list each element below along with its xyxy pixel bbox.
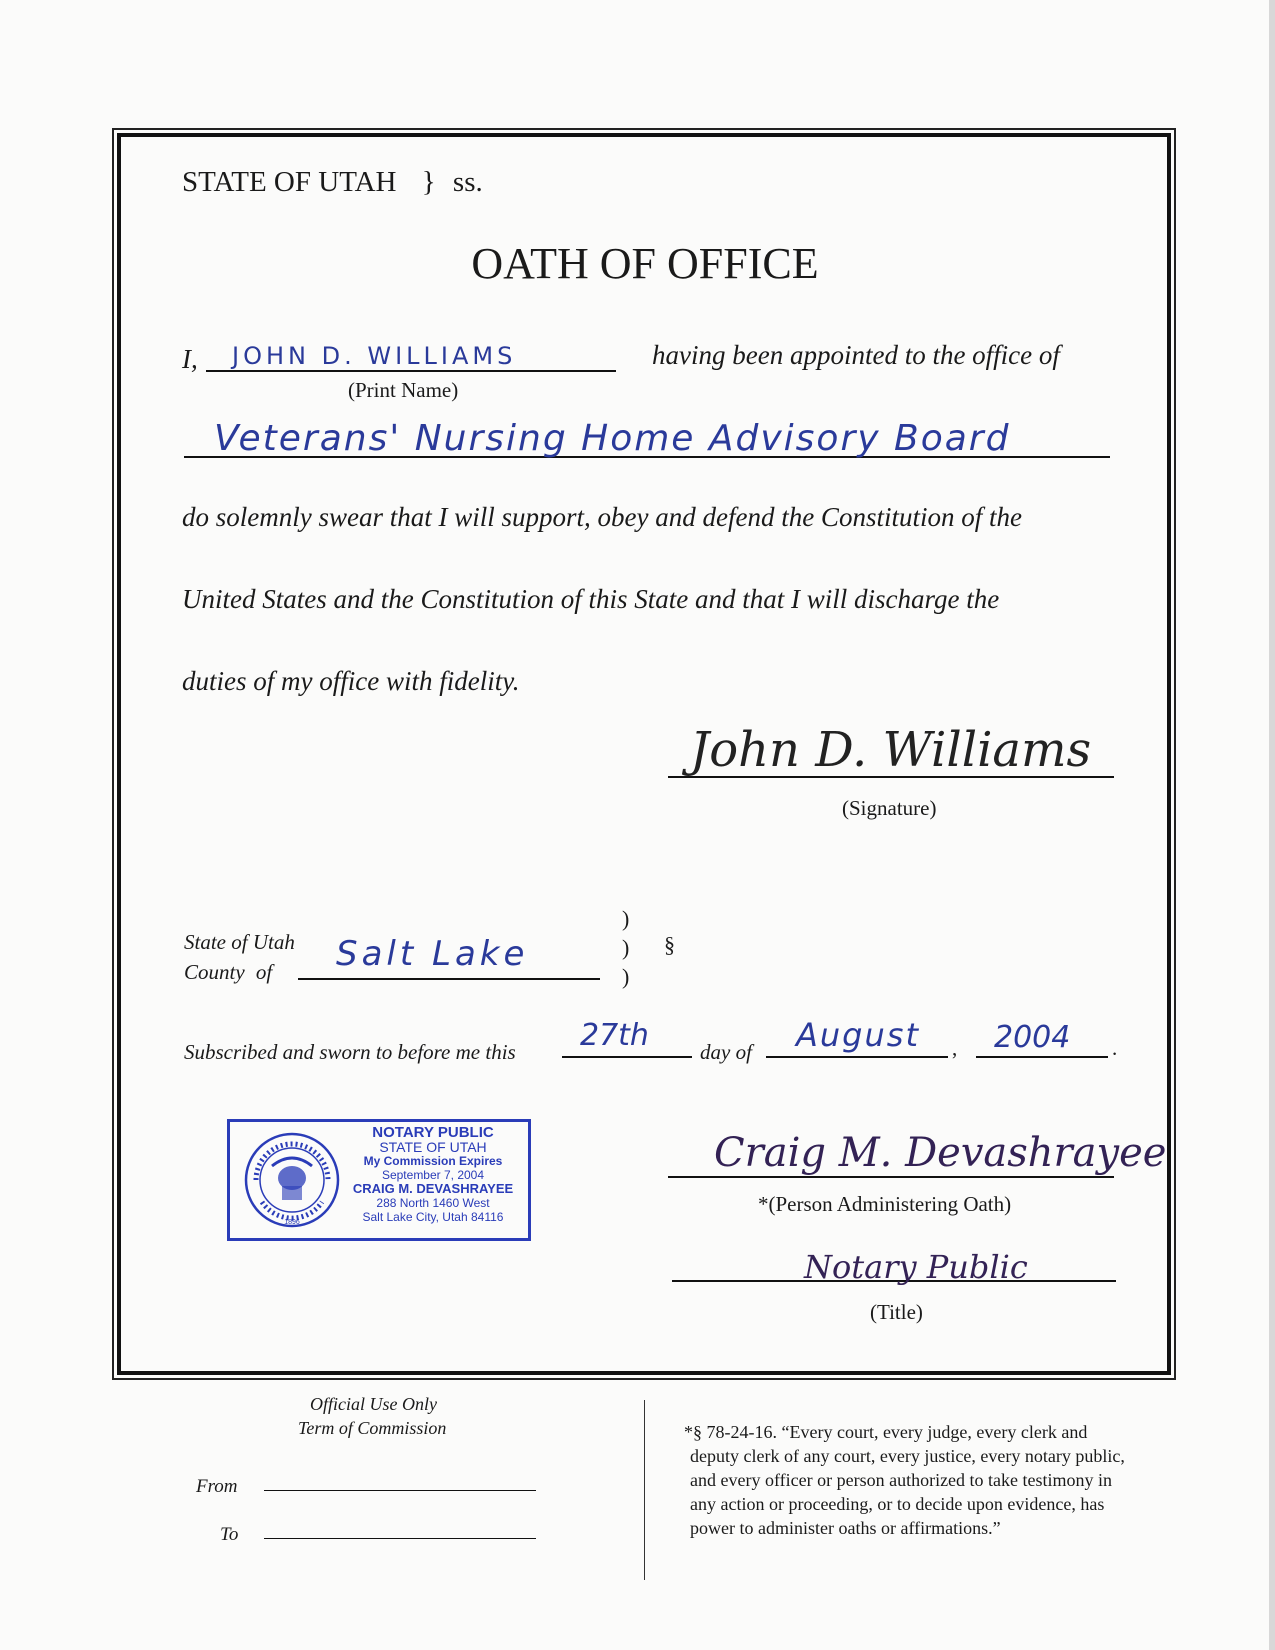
print-name-caption: (Print Name) [348, 378, 459, 402]
state-label: STATE OF UTAH [182, 166, 397, 198]
day-of-text: day of [700, 1040, 752, 1064]
section-symbol: § [664, 932, 675, 957]
term-of-commission-heading: Term of Commission [298, 1418, 447, 1438]
county-of-word: of [255, 960, 273, 984]
date-comma: , [952, 1036, 958, 1060]
footnote-line-3: and every officer or person authorized to take testimony in [690, 1470, 1113, 1490]
notary-stamp [227, 1119, 531, 1241]
stamp-line-2: STATE OF UTAH [379, 1139, 487, 1155]
year-handwritten: 2004 [994, 1020, 1071, 1055]
statute-footnote [684, 1420, 1125, 1540]
title-caption: (Title) [870, 1300, 923, 1324]
ss-label: ss. [452, 166, 483, 198]
stamp-line-4: September 7, 2004 [381, 1168, 485, 1182]
print-name-handwritten: JOHN D. WILLIAMS [232, 342, 517, 370]
oath-body-line-2: United States and the Constitution of this State and that I will discharge the [182, 584, 1000, 614]
footnote-line-4: any action or proceeding, or to decide upon evidence, has [690, 1494, 1105, 1514]
paren-1: ) [622, 906, 630, 931]
county-word: County [184, 960, 245, 984]
venue-state-label: State of Utah [184, 930, 295, 954]
to-label: To [220, 1524, 239, 1545]
stamp-line-5: CRAIG M. DEVASHRAYEE [352, 1181, 514, 1196]
seal-year: 1896 [284, 1219, 300, 1226]
stamp-line-6: 288 North 1460 West [376, 1196, 490, 1210]
footer-divider [644, 1400, 645, 1580]
sworn-text: Subscribed and sworn to before me this [184, 1040, 516, 1064]
paren-2: ) [622, 935, 630, 960]
title-handwritten: Notary Public [804, 1248, 1028, 1286]
state-header [182, 166, 483, 199]
day-handwritten: 27th [580, 1018, 649, 1053]
from-label: From [196, 1476, 238, 1497]
footnote-line-2: deputy clerk of any court, every justice, every notary public, [690, 1446, 1125, 1466]
brace: } [421, 166, 436, 198]
stamp-line-3: My Commission Expires [363, 1154, 503, 1168]
oath-body-line-3: duties of my office with fidelity. [182, 666, 520, 696]
stamp-text [340, 1126, 526, 1224]
official-use-heading: Official Use Only [310, 1394, 437, 1414]
signature-caption: (Signature) [842, 796, 937, 820]
venue-parens [622, 904, 629, 991]
month-handwritten: August [796, 1016, 920, 1054]
date-period: . [1112, 1036, 1118, 1060]
footnote-line-5: power to administer oaths or affirmations.” [690, 1518, 1001, 1538]
appointed-text: having been appointed to the office of [652, 340, 1060, 370]
state-seal-icon [242, 1130, 342, 1230]
county-handwritten: Salt Lake [336, 934, 529, 974]
oath-body-line-1: do solemnly swear that I will support, obey and defend the Constitution of the [182, 502, 1022, 532]
page-title: OATH OF OFFICE [471, 239, 819, 288]
stamp-line-7: Salt Lake City, Utah 84116 [362, 1210, 504, 1224]
footnote-line-1: *§ 78-24-16. “Every court, every judge, every clerk and [684, 1422, 1088, 1442]
administrator-signature-handwritten: Craig M. Devashrayee [714, 1130, 1167, 1176]
administrator-caption: *(Person Administering Oath) [758, 1192, 1012, 1216]
to-line [264, 1528, 536, 1539]
from-line [264, 1480, 536, 1491]
signature-handwritten: John D. Williams [690, 722, 1092, 778]
venue-county-label [184, 960, 272, 985]
oath-prefix: I, [182, 344, 198, 374]
office-handwritten: Veterans' Nursing Home Advisory Board [214, 418, 1011, 459]
stamp-line-1: NOTARY PUBLIC [372, 1124, 494, 1141]
paren-3: ) [622, 964, 630, 989]
